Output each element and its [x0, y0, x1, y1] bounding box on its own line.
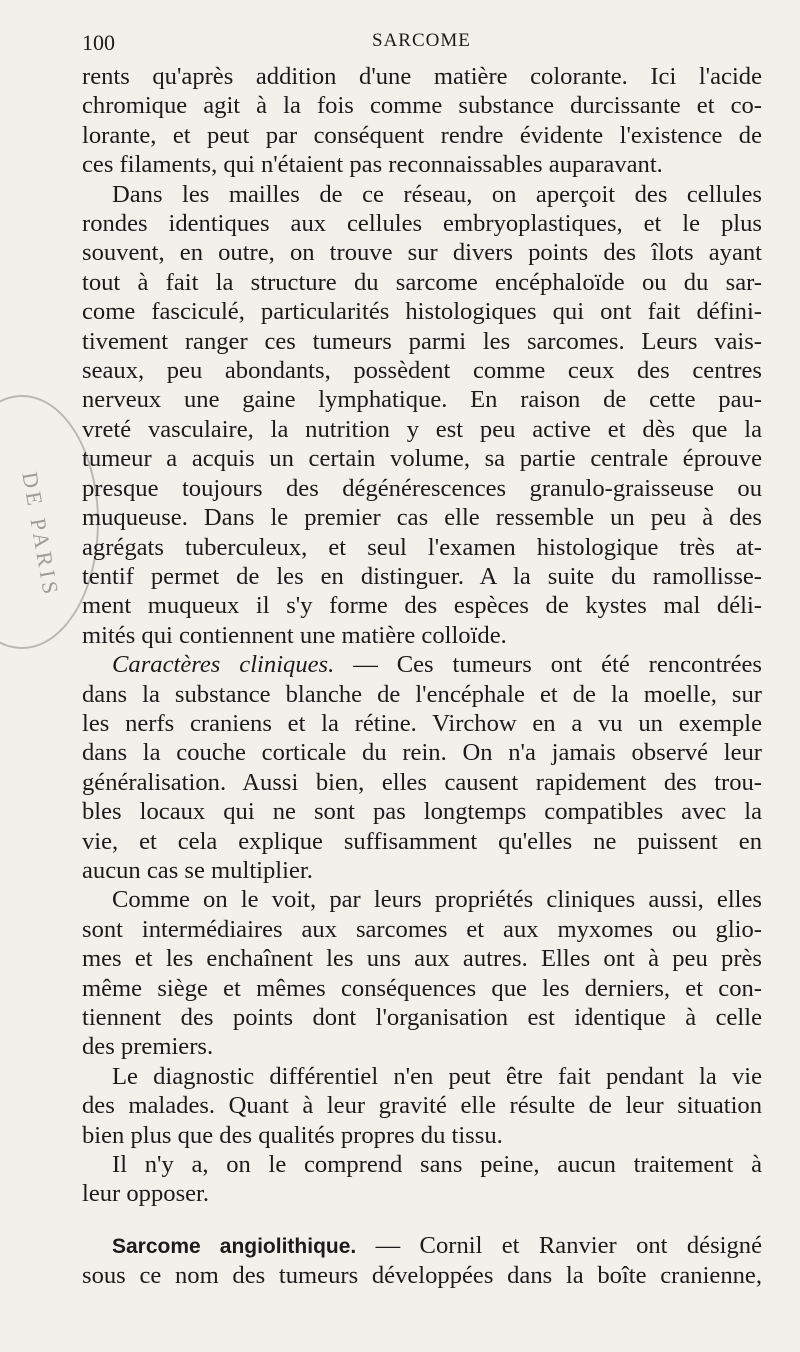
text-line: Il n'y a, on le comprend sans peine, aucun traitement à	[112, 1151, 762, 1179]
text-line: sont intermédiaires aux sarcomes et aux myxomes ou glio-	[82, 915, 762, 943]
section-heading-bold: Sarcome angiolithique.	[112, 1234, 357, 1258]
text-line	[82, 1231, 762, 1261]
text-line: mes et les enchaînent les uns aux autres. Elles ont à peu près	[82, 945, 762, 973]
text-line: des malades. Quant à leur gravité elle résulte de leur situation	[82, 1092, 762, 1120]
text-line: rents qu'après addition d'une matière colorante. Ici l'acide	[82, 63, 762, 90]
text-line: les nerfs craniens et la rétine. Virchow en a vu un exemple	[82, 709, 762, 737]
text-line: presque toujours des dégénérescences granulo-graisseuse ou	[82, 474, 762, 502]
text-line: Dans les mailles de ce réseau, on aperçoit des cellules	[112, 180, 762, 208]
page-number: 100	[82, 30, 115, 55]
text-line: Le diagnostic différentiel n'en peut être fait pendant la vie	[112, 1062, 762, 1090]
text-line: tentif permet de les en distinguer. A la suite du ramollisse-	[82, 562, 762, 590]
text-line: tumeur a acquis un certain volume, sa partie centrale éprouve	[82, 445, 762, 473]
text-line: tout à fait la structure du sarcome encéphaloïde ou du sar-	[82, 268, 762, 296]
text-line: muqueuse. Dans le premier cas elle ressemble un peu à des	[82, 504, 762, 532]
body-text	[82, 62, 762, 1291]
text-line: bien plus que des qualités propres du tissu.	[82, 1121, 503, 1149]
text-line: chromique agit à la fois comme substance durcissante et co-	[82, 92, 762, 120]
text-line: généralisation. Aussi bien, elles causent rapidement des trou-	[82, 768, 762, 796]
text-fragment: — Ces tumeurs ont été rencontrées	[334, 651, 763, 679]
text-line: souvent, en outre, on trouve sur divers points des îlots ayant	[82, 239, 762, 267]
text-line: rondes identiques aux cellules embryoplastiques, et le plus	[82, 210, 762, 238]
paragraph-gap	[82, 1209, 762, 1231]
text-line	[82, 650, 762, 679]
text-line: des premiers.	[82, 1033, 214, 1061]
text-line: ces filaments, qui n'étaient pas reconnaissables auparavant.	[82, 151, 663, 179]
text-line: nerveux une gaine lymphatique. En raison de cette pau-	[82, 386, 762, 414]
text-line: agrégats tuberculeux, et seul l'examen histologique très at-	[82, 533, 762, 561]
text-line: aucun cas se multiplier.	[82, 856, 313, 884]
text-line: bles locaux qui ne sont pas longtemps compatibles avec la	[82, 798, 762, 826]
text-line: tivement ranger ces tumeurs parmi les sarcomes. Leurs vais-	[82, 327, 762, 355]
text-line: lorante, et peut par conséquent rendre évidente l'existence de	[82, 121, 762, 149]
text-line: dans la substance blanche de l'encéphale et de la moelle, sur	[82, 680, 762, 708]
text-line: vreté vasculaire, la nutrition y est peu active et dès que la	[82, 415, 762, 443]
text-line: sous ce nom des tumeurs développées dans la boîte cranienne,	[82, 1262, 762, 1290]
text-line: seaux, peu abondants, possèdent comme ceux des centres	[82, 357, 762, 385]
text-line: même siège et mêmes conséquences que les derniers, et con-	[82, 974, 762, 1002]
text-line: tiennent des points dont l'organisation est identique à celle	[82, 1004, 762, 1031]
page-header	[82, 30, 762, 60]
text-line: Comme on le voit, par leurs propriétés cliniques aussi, elles	[112, 886, 762, 914]
text-line: vie, et cela explique suffisamment qu'elles ne puissent en	[82, 827, 762, 855]
text-line: leur opposer.	[82, 1180, 210, 1208]
text-line: ment muqueux il s'y forme des espèces de kystes mal déli-	[82, 592, 762, 620]
text-fragment: — Cornil et Ranvier ont désigné	[356, 1231, 762, 1259]
running-title: SARCOME	[372, 30, 471, 51]
section-heading-italic: Caractères cliniques.	[112, 651, 335, 679]
library-stamp-text: DE PARIS	[17, 470, 65, 600]
text-line: dans la couche corticale du rein. On n'a jamais observé leur	[82, 739, 762, 767]
text-line: come fasciculé, particularités histologiques qui ont fait défini-	[82, 298, 762, 326]
text-line: mités qui contiennent une matière colloïde.	[82, 621, 507, 649]
